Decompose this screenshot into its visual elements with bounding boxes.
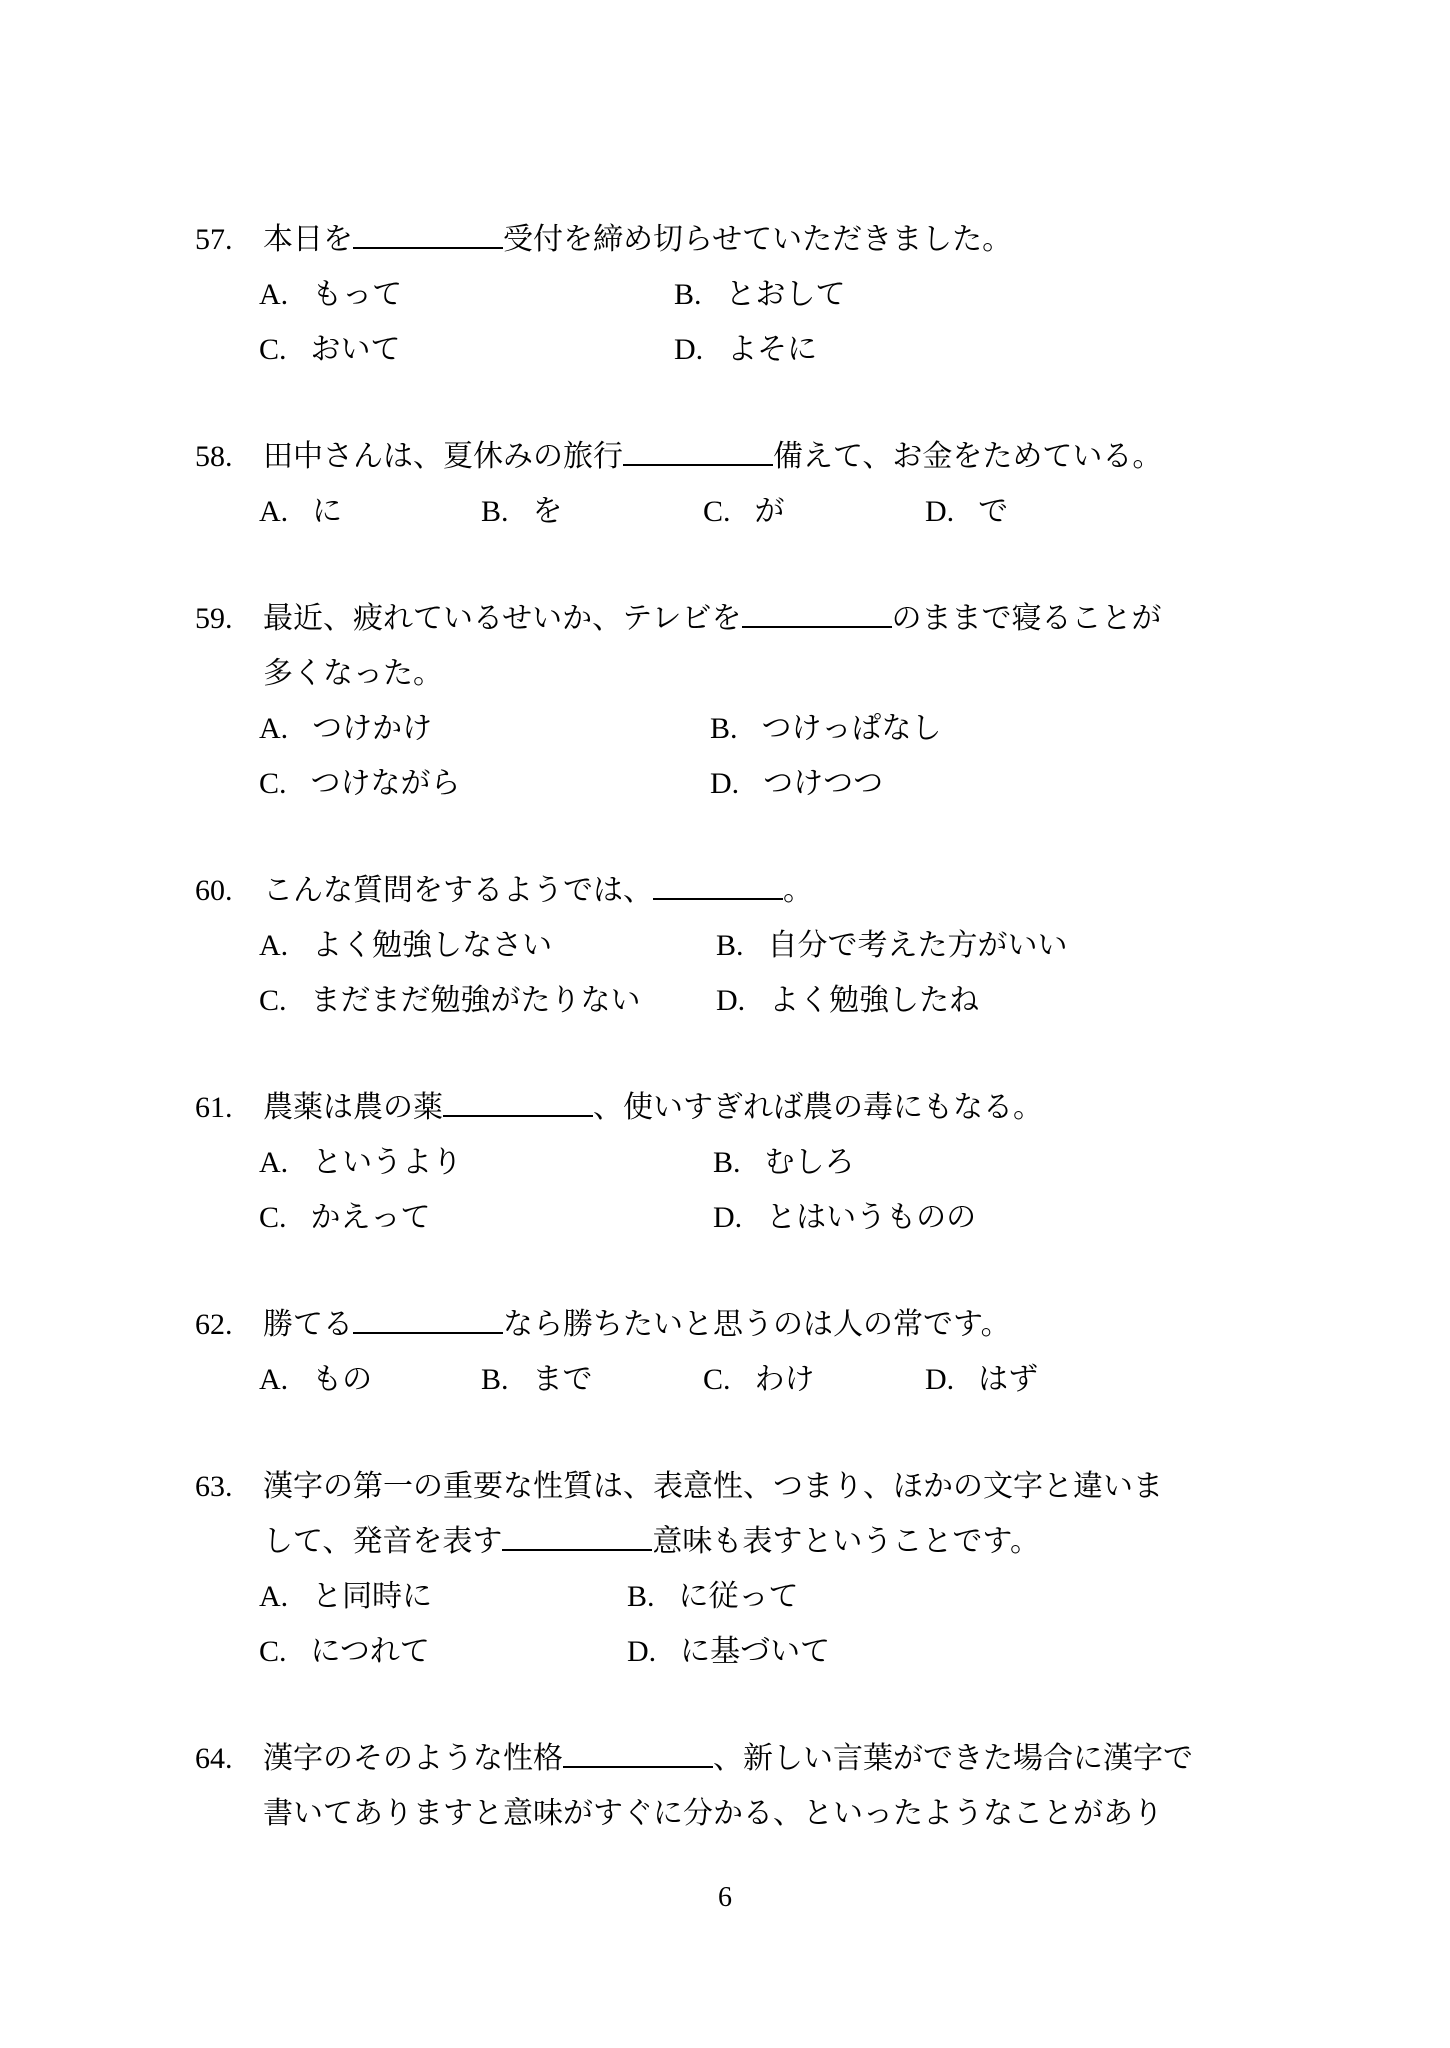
option-label: A.	[259, 1363, 289, 1396]
stem-text-post: 備えて、お金をためている。	[773, 440, 1163, 473]
option-text: に	[312, 495, 343, 528]
option-text: はず	[978, 1363, 1039, 1396]
question-61-stem	[195, 1080, 1410, 1135]
fill-in-blank	[623, 456, 773, 466]
question-62-stem	[195, 1297, 1410, 1352]
option-text: つけながら	[310, 767, 461, 800]
q61-option-b	[713, 1135, 1167, 1190]
option-label: A.	[259, 712, 289, 745]
option-text: というより	[312, 1146, 463, 1179]
q63-option-a	[259, 1569, 627, 1624]
option-label: B.	[710, 712, 738, 745]
option-label: C.	[259, 984, 287, 1017]
q62-option-c	[703, 1352, 925, 1407]
question-61	[195, 1080, 1410, 1245]
q57-option-b	[674, 267, 1089, 322]
fill-in-blank	[443, 1107, 593, 1117]
options-row	[195, 322, 1410, 377]
option-label: A.	[259, 1580, 289, 1613]
question-64-stem-line2	[195, 1786, 1410, 1841]
question-number: 57.	[195, 223, 233, 256]
options-row	[195, 701, 1410, 756]
stem-text-pre: 田中さんは、夏休みの旅行	[263, 440, 623, 473]
stem-text-post: のままで寝ることが	[891, 602, 1162, 635]
option-label: D.	[627, 1635, 657, 1668]
question-57	[195, 212, 1410, 377]
q61-option-d	[713, 1190, 1167, 1245]
option-label: D.	[713, 1201, 743, 1234]
fill-in-blank	[742, 618, 892, 628]
option-label: D.	[716, 984, 746, 1017]
option-text: もって	[312, 278, 403, 311]
options-row	[195, 1190, 1410, 1245]
q58-option-b	[481, 484, 703, 539]
stem-text-line2: 多くなった。	[263, 657, 443, 690]
q61-option-c	[259, 1190, 713, 1245]
option-label: B.	[716, 929, 744, 962]
question-number: 62.	[195, 1308, 233, 1341]
option-label: C.	[259, 1201, 287, 1234]
q57-option-a	[259, 267, 674, 322]
question-63-stem-line2	[195, 1514, 1410, 1569]
option-text: 自分で考えた方がいい	[767, 929, 1068, 962]
q62-option-a	[259, 1352, 481, 1407]
option-text: につれて	[310, 1635, 430, 1668]
option-text: に基づいて	[680, 1635, 831, 1668]
fill-in-blank	[563, 1758, 713, 1768]
question-59	[195, 591, 1410, 811]
option-text: と同時に	[312, 1580, 433, 1613]
question-58	[195, 429, 1410, 539]
option-text: よく勉強しなさい	[312, 929, 553, 962]
option-text: かえって	[310, 1201, 431, 1234]
option-label: D.	[925, 1363, 955, 1396]
stem-text-pre: 農薬は農の薬	[263, 1091, 443, 1124]
page-number: 6	[718, 1882, 732, 1913]
option-text: つけかけ	[312, 712, 433, 745]
q59-option-d	[710, 756, 1161, 811]
option-text: よく勉強したね	[769, 984, 980, 1017]
stem-text-line2-pre: して、発音を表す	[263, 1525, 503, 1558]
q60-option-c	[259, 973, 716, 1028]
q60-option-d	[716, 973, 1173, 1028]
q59-option-c	[259, 756, 710, 811]
option-text: もの	[312, 1363, 373, 1396]
q63-option-c	[259, 1624, 627, 1679]
question-58-stem	[195, 429, 1410, 484]
stem-text-pre: 勝てる	[263, 1308, 353, 1341]
q62-option-b	[481, 1352, 703, 1407]
question-64	[195, 1731, 1410, 1841]
question-number: 63.	[195, 1470, 233, 1503]
q57-option-d	[674, 322, 1089, 377]
fill-in-blank	[353, 1324, 503, 1334]
fill-in-blank	[353, 239, 503, 249]
question-59-stem-line2	[195, 646, 1410, 701]
stem-text-pre: 最近、疲れているせいか、テレビを	[263, 602, 742, 635]
question-63	[195, 1459, 1410, 1679]
question-59-stem	[195, 591, 1410, 646]
option-label: C.	[259, 1635, 287, 1668]
option-text: つけっぱなし	[761, 712, 942, 745]
option-label: C.	[259, 767, 287, 800]
question-60	[195, 863, 1410, 1028]
option-label: B.	[674, 278, 702, 311]
options-row	[195, 1352, 1410, 1407]
option-text: とおして	[725, 278, 846, 311]
stem-text-post: 受付を締め切らせていただきました。	[503, 223, 1013, 256]
option-label: C.	[259, 333, 287, 366]
option-label: A.	[259, 1146, 289, 1179]
option-text: よそに	[727, 333, 818, 366]
fill-in-blank	[502, 1541, 652, 1551]
q61-option-a	[259, 1135, 713, 1190]
option-text: むしろ	[764, 1146, 855, 1179]
option-label: C.	[703, 495, 731, 528]
q62-option-d	[925, 1352, 1147, 1407]
option-text: おいて	[310, 333, 401, 366]
options-row	[195, 973, 1410, 1028]
stem-text-line2: 書いてありますと意味がすぐに分かる、といったようなことがあり	[263, 1797, 1163, 1830]
stem-text-post: 。	[783, 874, 813, 907]
option-label: B.	[481, 495, 509, 528]
question-57-stem	[195, 212, 1410, 267]
option-text: が	[754, 495, 785, 528]
q63-option-b	[627, 1569, 995, 1624]
question-64-stem	[195, 1731, 1410, 1786]
stem-text-post: 、新しい言葉ができた場合に漢字で	[713, 1742, 1193, 1775]
question-62	[195, 1297, 1410, 1407]
q63-option-d	[627, 1624, 995, 1679]
question-number: 64.	[195, 1742, 233, 1775]
option-text: まで	[532, 1363, 593, 1396]
q60-option-a	[259, 918, 716, 973]
q60-option-b	[716, 918, 1173, 973]
question-60-stem	[195, 863, 1410, 918]
q58-option-d	[925, 484, 1147, 539]
options-row	[195, 484, 1410, 539]
options-row	[195, 267, 1410, 322]
stem-text-post: なら勝ちたいと思うのは人の常です。	[503, 1308, 1011, 1341]
question-number: 61.	[195, 1091, 233, 1124]
option-label: A.	[259, 278, 289, 311]
stem-text-pre: 漢字のそのような性格	[263, 1742, 563, 1775]
q57-option-c	[259, 322, 674, 377]
q58-option-c	[703, 484, 925, 539]
option-text: とはいうものの	[766, 1201, 977, 1234]
option-text: つけつつ	[763, 767, 884, 800]
question-number: 58.	[195, 440, 233, 473]
q58-option-a	[259, 484, 481, 539]
option-label: B.	[713, 1146, 741, 1179]
q59-option-a	[259, 701, 710, 756]
option-label: B.	[627, 1580, 655, 1613]
stem-text-pre: 本日を	[263, 223, 353, 256]
option-label: C.	[703, 1363, 731, 1396]
q59-option-b	[710, 701, 1161, 756]
stem-text-post: 、使いすぎれば農の毒にもなる。	[593, 1091, 1043, 1124]
fill-in-blank	[653, 890, 783, 900]
options-row	[195, 1135, 1410, 1190]
option-label: D.	[925, 495, 955, 528]
option-label: B.	[481, 1363, 509, 1396]
option-label: A.	[259, 495, 289, 528]
options-row	[195, 1569, 1410, 1624]
question-number: 60.	[195, 874, 233, 907]
stem-text-line1: 漢字の第一の重要な性質は、表意性、つまり、ほかの文字と違いま	[263, 1470, 1163, 1503]
options-row	[195, 756, 1410, 811]
options-row	[195, 1624, 1410, 1679]
question-63-stem	[195, 1459, 1410, 1514]
option-text: に従って	[678, 1580, 799, 1613]
option-text: を	[532, 495, 563, 528]
option-label: D.	[710, 767, 740, 800]
option-text: わけ	[754, 1363, 815, 1396]
question-number: 59.	[195, 602, 233, 635]
stem-text-pre: こんな質問をするようでは、	[263, 874, 653, 907]
option-text: で	[978, 495, 1009, 528]
option-label: A.	[259, 929, 289, 962]
stem-text-line2-post: 意味も表すということです。	[652, 1525, 1041, 1558]
option-text: まだまだ勉強がたりない	[310, 984, 641, 1017]
options-row	[195, 918, 1410, 973]
option-label: D.	[674, 333, 704, 366]
